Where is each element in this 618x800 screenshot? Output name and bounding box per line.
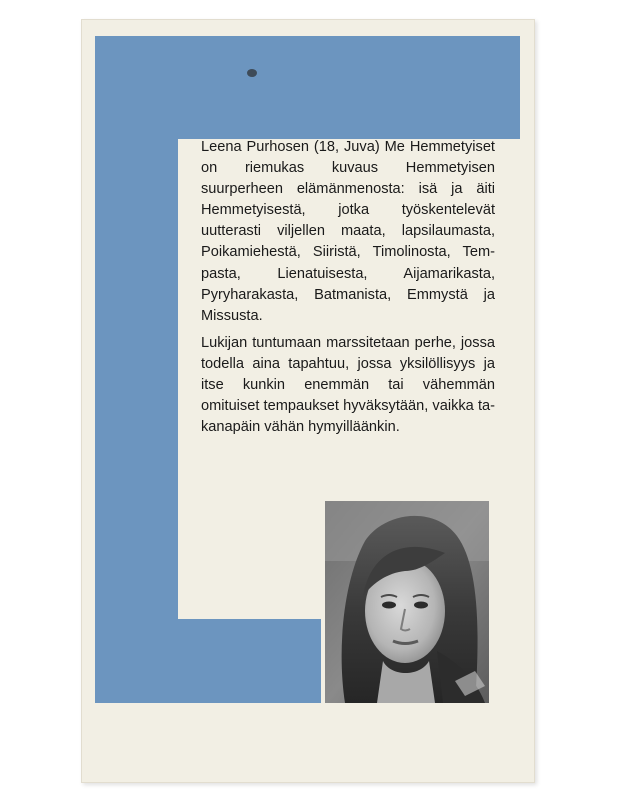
book-back-cover xyxy=(81,19,535,783)
blurb-paragraph-2: Lukijan tuntumaan marssitetaan perhe, jossa todella aina tapahtuu, jossa yksilöllisyys ja itse kunkin enemmän tai vähemmän omituiset tempaukset hyväksytään, vaikka takanapäin vähän hymyilläänkin. xyxy=(201,334,495,436)
blue-frame-top xyxy=(95,36,520,139)
back-cover-blurb xyxy=(201,137,495,438)
cover-blemish xyxy=(247,69,257,77)
blurb-paragraph-1: Leena Purhosen (18, Juva) Me Hemmetyiset on riemukas kuvaus Hemmetyisen suurperheen elämänmenosta: isä ja äiti Hemmetyisestä, jotka työskentelevät uutterasti viljellen maata, lapsilaumasta, Poikamiehestä, Siiristä, Timolinosta, Tempasta, Lienatuisesta, Aijamarikasta, Pyryharakasta, Batmanista, Emmystä ja Missusta. xyxy=(201,139,495,324)
blue-frame-bottom xyxy=(95,619,321,703)
author-photo xyxy=(325,501,489,703)
author-portrait-icon xyxy=(325,501,489,703)
